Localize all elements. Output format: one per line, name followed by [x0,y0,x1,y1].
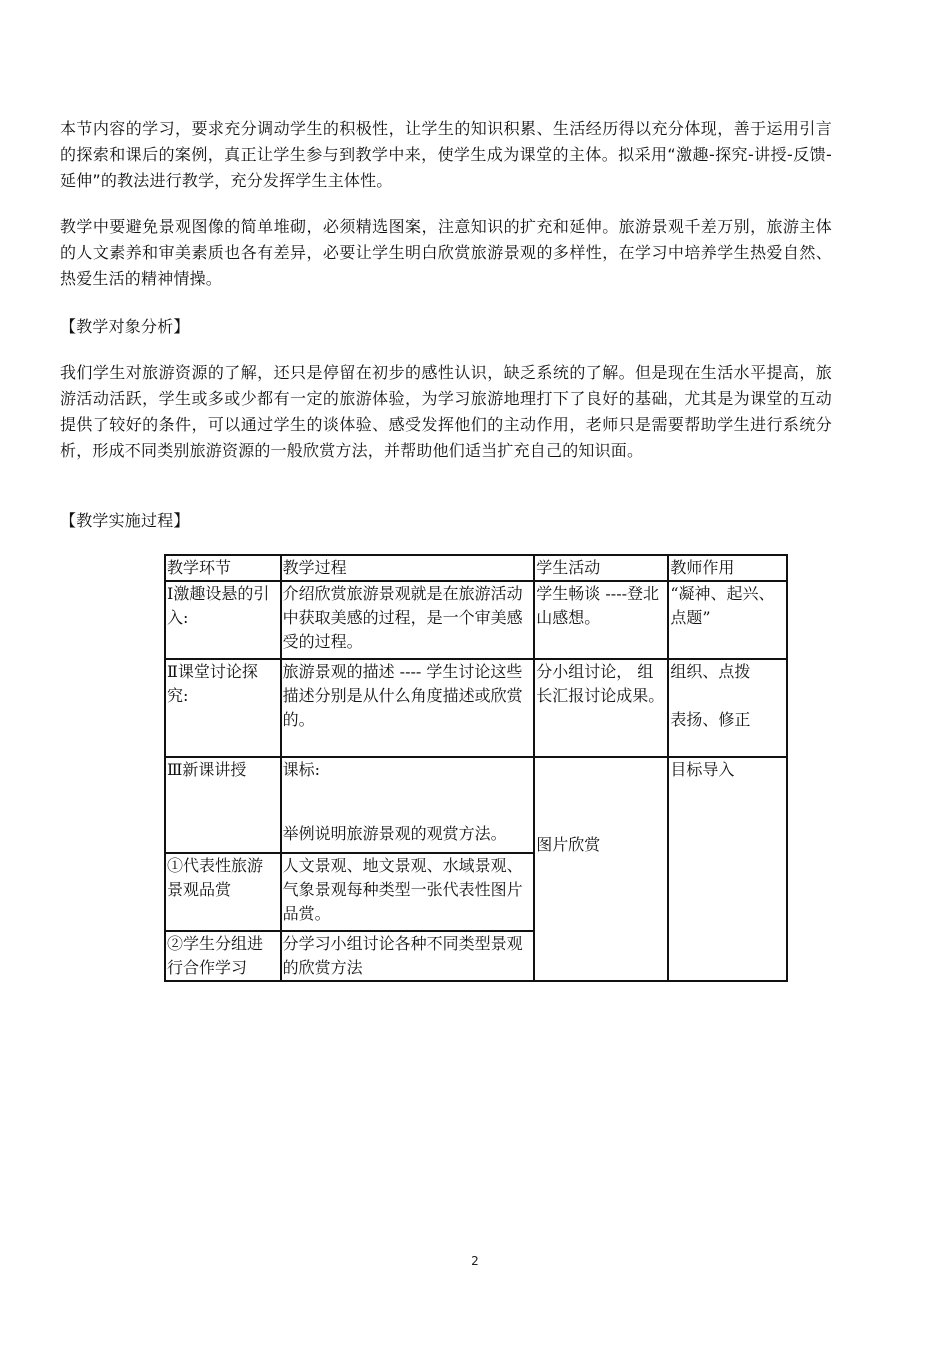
process-line-2: 举例说明旅游景观的观赏方法。 [282,824,507,843]
cell-stage: Ⅲ新课讲授 [165,757,281,853]
header-process: 教学过程 [281,555,535,581]
table-header-row [165,555,787,581]
process-line-1: 课标: [282,760,320,779]
table-row [165,757,787,853]
cell-process: 旅游景观的描述 ---- 学生讨论这些描述分别是从什么角度描述或欣赏的。 [281,659,535,757]
cell-stage: ①代表性旅游景观品赏 [165,853,281,931]
header-student-activity: 学生活动 [534,555,668,581]
cell-stage: Ⅰ激趣设悬的引入: [165,581,281,659]
cell-process: 分学习小组讨论各种不同类型景观的欣赏方法 [281,931,535,981]
student-activity-text: 图片欣赏 [536,835,601,854]
cell-stage: Ⅱ课堂讨论探究: [165,659,281,757]
paragraph-student-analysis: 我们学生对旅游资源的了解，还只是停留在初步的感性认识，缺乏系统的了解。但是现在生活水平提高，旅游活动活跃，学生或多或少都有一定的旅游体验，为学习旅游地理打下了良好的基础，尤其是为课堂的互动提供了较好的条件，可以通过学生的谈体验、感受发挥他们的主动作用，老师只是需要帮助学生进行系统分析，形成不同类别旅游资源的一般欣赏方法，并帮助他们适当扩充自己的知识面。 [60,363,832,460]
heading-teaching-process: 【教学实施过程】 [60,511,190,530]
cell-process: 人文景观、地文景观、水域景观、气象景观每种类型一张代表性图片品赏。 [281,853,535,931]
teacher-role-line-1: 组织、点拨 [670,662,751,681]
header-stage: 教学环节 [165,555,281,581]
cell-stage: ②学生分组进行合作学习 [165,931,281,981]
cell-student-activity: 学生畅谈 ----登北山感想。 [534,581,668,659]
table-row [165,581,787,659]
header-teacher-role: 教师作用 [668,555,787,581]
teaching-process-table [164,554,788,982]
cell-student-activity: 分小组讨论， 组长汇报讨论成果。 [534,659,668,757]
cell-student-activity [534,757,668,981]
cell-teacher-role: 目标导入 [668,757,787,981]
paragraph-teaching-notes: 教学中要避免景观图像的简单堆砌，必须精选图案，注意知识的扩充和延伸。旅游景观千差万别，旅游主体的人文素养和审美素质也各有差异，必要让学生明白欣赏旅游景观的多样性，在学习中培养学生热爱自然、热爱生活的精神情操。 [60,217,832,288]
cell-teacher-role [668,659,787,757]
cell-teacher-role: “凝神、起兴、点题” [668,581,787,659]
teacher-role-line-2: 表扬、修正 [670,710,751,729]
cell-process [281,757,535,853]
paragraph-teaching-method: 本节内容的学习，要求充分调动学生的积极性，让学生的知识积累、生活经历得以充分体现，善于运用引言的探索和课后的案例，真正让学生参与到教学中来，使学生成为课堂的主体。拟采用“激趣-探究-讲授-反馈-延伸”的教法进行教学，充分发挥学生主体性。 [60,119,832,190]
page-number: 2 [471,1254,479,1268]
heading-student-analysis: 【教学对象分析】 [60,317,190,336]
cell-process: 介绍欣赏旅游景观就是在旅游活动中获取美感的过程，是一个审美感受的过程。 [281,581,535,659]
table-row [165,659,787,757]
